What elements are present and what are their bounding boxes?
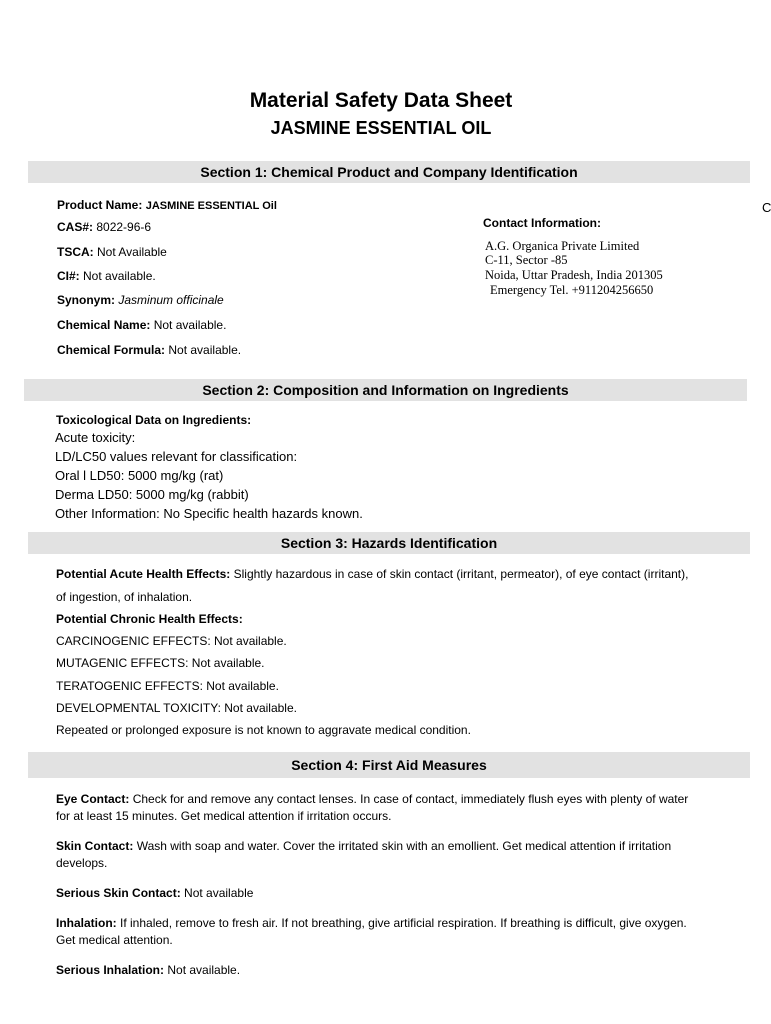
synonym-label: Synonym: (57, 293, 116, 307)
section-4-heading: Section 4: First Aid Measures (28, 752, 750, 778)
contact-heading: Contact Information: (483, 216, 601, 230)
cas-label: CAS#: (57, 220, 94, 234)
acute-effects-label: Potential Acute Health Effects: (56, 567, 231, 581)
eye-contact-label: Eye Contact: (56, 792, 130, 806)
tox-line-5: Other Information: No Specific health hazards known. (55, 506, 363, 521)
contact-address-2: Noida, Uttar Pradesh, India 201305 (485, 268, 663, 282)
carcinogenic-effects: CARCINOGENIC EFFECTS: Not available. (56, 634, 287, 648)
chemical-name-value: Not available. (153, 318, 227, 332)
product-name-label: Product Name: (57, 198, 143, 212)
section-1-heading: Section 1: Chemical Product and Company Identification (28, 161, 750, 183)
chemical-formula-value: Not available. (168, 343, 242, 357)
skin-contact-text-cont: develops. (56, 856, 108, 870)
skin-contact-text: Wash with soap and water. Cover the irritated skin with an emollient. Get medical attention if irritation (136, 839, 672, 853)
ci-value: Not available. (83, 269, 156, 283)
tsca-row (57, 245, 167, 259)
edge-character: C (762, 200, 771, 215)
inhalation-label: Inhalation: (56, 916, 117, 930)
synonym-value: Jasminum officinale (118, 293, 224, 307)
tox-data-label: Toxicological Data on Ingredients: (56, 413, 252, 427)
contact-company: A.G. Organica Private Limited (485, 239, 640, 253)
serious-skin-contact-label: Serious Skin Contact: (56, 886, 181, 900)
acute-effects-text-cont: of ingestion, of inhalation. (56, 590, 193, 604)
developmental-toxicity: DEVELOPMENTAL TOXICITY: Not available. (56, 701, 297, 715)
mutagenic-effects: MUTAGENIC EFFECTS: Not available. (56, 656, 265, 670)
inhalation-text: If inhaled, remove to fresh air. If not breathing, give artificial respiration. If breathing is difficult, give oxygen. (120, 916, 687, 930)
document-title: Material Safety Data Sheet (249, 89, 513, 112)
serious-skin-contact-value: Not available (184, 886, 254, 900)
product-name-value: JASMINE ESSENTIAL Oil (145, 200, 277, 212)
contact-address-1: C-11, Sector -85 (485, 253, 568, 267)
serious-inhalation-label: Serious Inhalation: (56, 963, 165, 977)
inhalation-text-cont: Get medical attention. (56, 933, 173, 947)
serious-inhalation-value: Not available. (167, 963, 241, 977)
skin-contact-label: Skin Contact: (56, 839, 134, 853)
chemical-name-row (57, 318, 226, 332)
document-subtitle: JASMINE ESSENTIAL OIL (270, 118, 492, 138)
eye-contact-text: Check for and remove any contact lenses. In case of contact, immediately flush eyes with plenty of water (132, 792, 689, 806)
serious-inhalation-row (56, 963, 240, 977)
tsca-value: Not Available (97, 245, 167, 259)
chemical-formula-row (57, 343, 241, 357)
eye-contact-row (56, 792, 688, 806)
acute-effects-text: Slightly hazardous in case of skin contact (irritant, permeator), of eye contact (irritant), (233, 567, 689, 581)
product-name-row (57, 198, 277, 213)
section-3-heading: Section 3: Hazards Identification (28, 532, 750, 554)
chemical-name-label: Chemical Name: (57, 318, 151, 332)
tox-line-1: Acute toxicity: (55, 430, 136, 445)
eye-contact-text-cont: for at least 15 minutes. Get medical attention if irritation occurs. (56, 809, 392, 823)
chemical-formula-label: Chemical Formula: (57, 343, 166, 357)
serious-skin-contact-row (56, 886, 253, 900)
tox-line-2: LD/LC50 values relevant for classification: (55, 449, 298, 464)
inhalation-row (56, 916, 687, 930)
contact-emergency-tel: Emergency Tel. +911204256650 (490, 283, 654, 297)
chronic-effects-label: Potential Chronic Health Effects: (56, 612, 243, 626)
tox-line-3: Oral l LD50: 5000 mg/kg (rat) (55, 468, 224, 483)
cas-row (57, 220, 151, 234)
repeated-exposure-note: Repeated or prolonged exposure is not known to aggravate medical condition. (56, 723, 471, 737)
synonym-row (57, 293, 224, 307)
skin-contact-row (56, 839, 671, 853)
cas-value: 8022-96-6 (96, 220, 152, 234)
tox-line-4: Derma LD50: 5000 mg/kg (rabbit) (55, 487, 249, 502)
section-2-heading: Section 2: Composition and Information on Ingredients (24, 379, 747, 401)
tsca-label: TSCA: (57, 245, 94, 259)
ci-row (57, 269, 156, 283)
acute-effects-row (56, 567, 688, 581)
teratogenic-effects: TERATOGENIC EFFECTS: Not available. (56, 679, 279, 693)
ci-label: CI#: (57, 269, 80, 283)
